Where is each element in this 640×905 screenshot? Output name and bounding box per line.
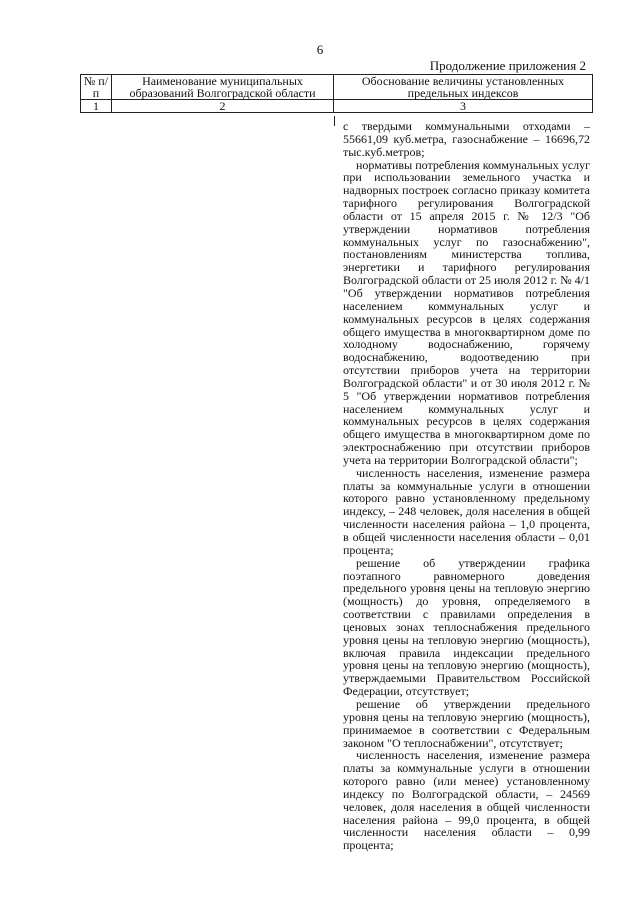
justification-text (343, 120, 590, 852)
paragraph-population-below-index: численность населения, изменение размера платы за коммунальные услуги в отношении которого равно (или менее) установленному индексу по Волгоградской области, – 24569 человек, доля населения в общей численности населения района – 99,0 процента, в общей численности населения области – 0,99 процента; (343, 748, 590, 853)
column-number-2: 2 (111, 100, 333, 113)
column-header-justification: Обоснование величины установленных предельных индексов (334, 75, 593, 100)
paragraph-heat-price-schedule: решение об утверждении графика поэтапного равномерного доведения предельного уровня цены на тепловую энергию (мощность) до уровня, определяемого в соответствии с правилами определения в ценовых зонах теплоснабжения предельного уровня цены на тепловую энергию (мощность), включая правила индексации предельного уровня цены на тепловую энергию (мощность), утверждаемыми Правительством Российской Федерации, отсутствует; (343, 555, 590, 699)
table-number-row (81, 100, 593, 113)
paragraph-population-equal-index: численность населения, изменение размера платы за коммунальные услуги в отношении которого равно установленному предельному индексу, – 248 человек, доля населения в общей численности населения района – 1,0 процента, в общей численности населения области – 0,01 процента; (343, 465, 590, 557)
column-divider (334, 116, 335, 126)
column-number-3: 3 (334, 100, 593, 113)
table-header-row (81, 75, 593, 100)
paragraph-consumption-norms: нормативы потребления коммунальных услуг при использовании земельного участка и надворных построек согласно приказу комитета тарифного регулирования Волгоградской области от 15 апреля 2015 г. № 12/3 "Об утверждении нормативов потребления коммунальных услуг по газоснабжению", постановлениям министерства топлива, энергетики и тарифного регулирования Волгоградской области от 25 июля 2012 г. № 4/1 "Об утверждении нормативов потребления населением коммунальных услуг и коммунальных ресурсов в целях содержания общего имущества в многоквартирном доме по холодному водоснабжению, горячему водоснабжению, водоотведению при отсутствии приборов учета на территории Волгоградской области" и от 30 июля 2012 г. № 5 "Об утверждении нормативов потребления населением коммунальных услуг и коммунальных ресурсов в целях содержания общего имущества в многоквартирном доме по электроснабжению при отсутствии приборов учета на территории Волгоградской области"; (343, 157, 590, 467)
paragraph-waste-gas: с твердыми коммунальными отходами – 55661,09 куб.метра, газоснабжение – 16696,72 тыс.куб.метров; (343, 119, 590, 159)
column-header-number: № п/п (81, 75, 112, 100)
appendix-continuation-label: Продолжение приложения 2 (429, 58, 586, 73)
indices-table (80, 74, 593, 113)
column-header-municipality: Наименование муниципальных образований Волгоградской области (111, 75, 333, 100)
page-number: 6 (316, 42, 324, 57)
paragraph-heat-price-limit: решение об утверждении предельного уровня цены на тепловую энергию (мощность), принимаемое в соответствии с Федеральным законом "О теплоснабжении", отсутствует; (343, 696, 590, 750)
column-number-1: 1 (81, 100, 112, 113)
